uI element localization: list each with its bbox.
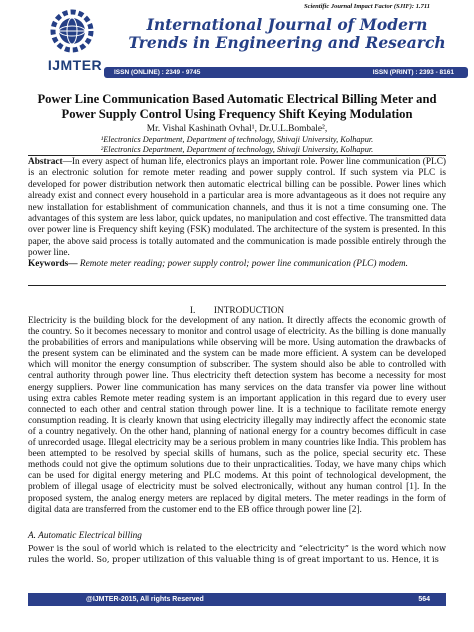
page-footer — [28, 593, 446, 606]
issn-print: ISSN (PRINT) : 2393 - 8161 — [372, 69, 454, 76]
abstract-text: —In every aspect of human life, electronics plays an important role. Power line communication (PLC) is an electronic solution for remote meter reading and power supply control. If such system via PLC is developed for power distribution network then automatic electrical billing can be possible. Power lines which already exist and connect every household in a particular area is more advantageous as it does not require any new installation for establishment of communication channels, and thus it is not a time consuming one. The advantages of this system are less labor, quick updates, no manipulation and cost effective. The transmitted data over power line is Frequency shift keying (FSK) modulated. The architecture of the system is presented. In this paper, the above said process is totally automated and the communication is made possible entirely through the power line. — [28, 157, 446, 259]
keywords-text: Remote meter reading; power supply control; power line communication (PLC) modem. — [77, 259, 408, 269]
keywords-label: Keywords— — [28, 259, 78, 269]
section-heading: I. INTRODUCTION — [189, 306, 285, 316]
abstract-bottom-rule — [28, 285, 446, 286]
journal-logo — [40, 9, 106, 81]
impact-factor: Scientific Journal Impact Factor (SJIF): 1.711 — [303, 3, 430, 10]
logo-text: IJMTER — [47, 57, 103, 73]
abstract — [28, 157, 446, 260]
subsection-heading: A. Automatic Electrical billing — [28, 531, 142, 541]
abstract-top-rule — [28, 155, 446, 156]
journal-header — [0, 0, 474, 90]
affiliation-2: ²Electronics Department, Department of technology, Shivaji University, Kolhapur. — [100, 145, 374, 154]
paper-title: Power Line Communication Based Automatic Electrical Billing Meter and Power Supply Control Using Frequency Shift Keying Modulation — [37, 92, 437, 121]
introduction-text: Electricity is the building block for the development of any nation. It directly affects the economic growth of the country. So it becomes necessary to monitor and control usage of electricity. As the billing is done manually the probabilities of errors and manipulations while observing will be more. Using automation the drawbacks of the present system can be eliminated and the system can be made more efficient. A system can be developed which will monitor the energy consumption of subscriber. The system should also be able to controlled with central authority through power line. Thus electricity theft detection system has become a necessity for most energy suppliers. Power line communication has many services on the data transfer via power line without using extra cables Remote meter reading system is an important application in this regard due to every user connected to each other and central station through power line. It is a technique to facilitate remote energy consumption reading. It is clearly known that using electricity illegally may indirectly affect the economic state of a country negatively. On the other hand, planning of national energy for a country becomes difficult in case of unrecorded usage. Illegal electricity may be a serious problem in many countries like India. This problem has been attempted to be resolved by special skills of humans, such as the police, special security etc. These methods could not give the optimum solutions due to their unpracticalities. Today, we have many chips which can be used for digital energy metering and PLC modems. At this point of technological development, the problem of illegal usage of electricity must be solved electronically, without any human control [1]. In the proposed system, the analog energy meters are replaced by digital meters. The meter readings in the form of digital data are transferred from the customer end to the EB office through power line [2]. — [28, 316, 446, 515]
gear-globe-icon — [50, 9, 94, 53]
paper-authors: Mr. Vishal Kashinath Ovhal¹, Dr.U.L.Bombale², — [146, 124, 328, 134]
journal-name: International Journal of Modern Trends in Engineering and Research — [128, 15, 446, 52]
copyright: @IJMTER-2015, All rights Reserved — [86, 596, 204, 603]
page-number: 564 — [418, 596, 430, 603]
issn-bar — [104, 67, 468, 78]
abstract-label: Abstract — [28, 157, 63, 167]
affiliation-1: ¹Electronics Department, Department of technology, Shivaji University, Kolhapur. — [100, 135, 374, 144]
issn-online: ISSN (ONLINE) : 2349 - 9745 — [114, 69, 201, 76]
subsection-text: Power is the soul of world which is related to the electricity and “electricity” is the word which now rules the world. So, proper utilization of this valuable thing is of great important to us. Hence, it is — [28, 543, 446, 565]
keywords — [28, 259, 446, 270]
